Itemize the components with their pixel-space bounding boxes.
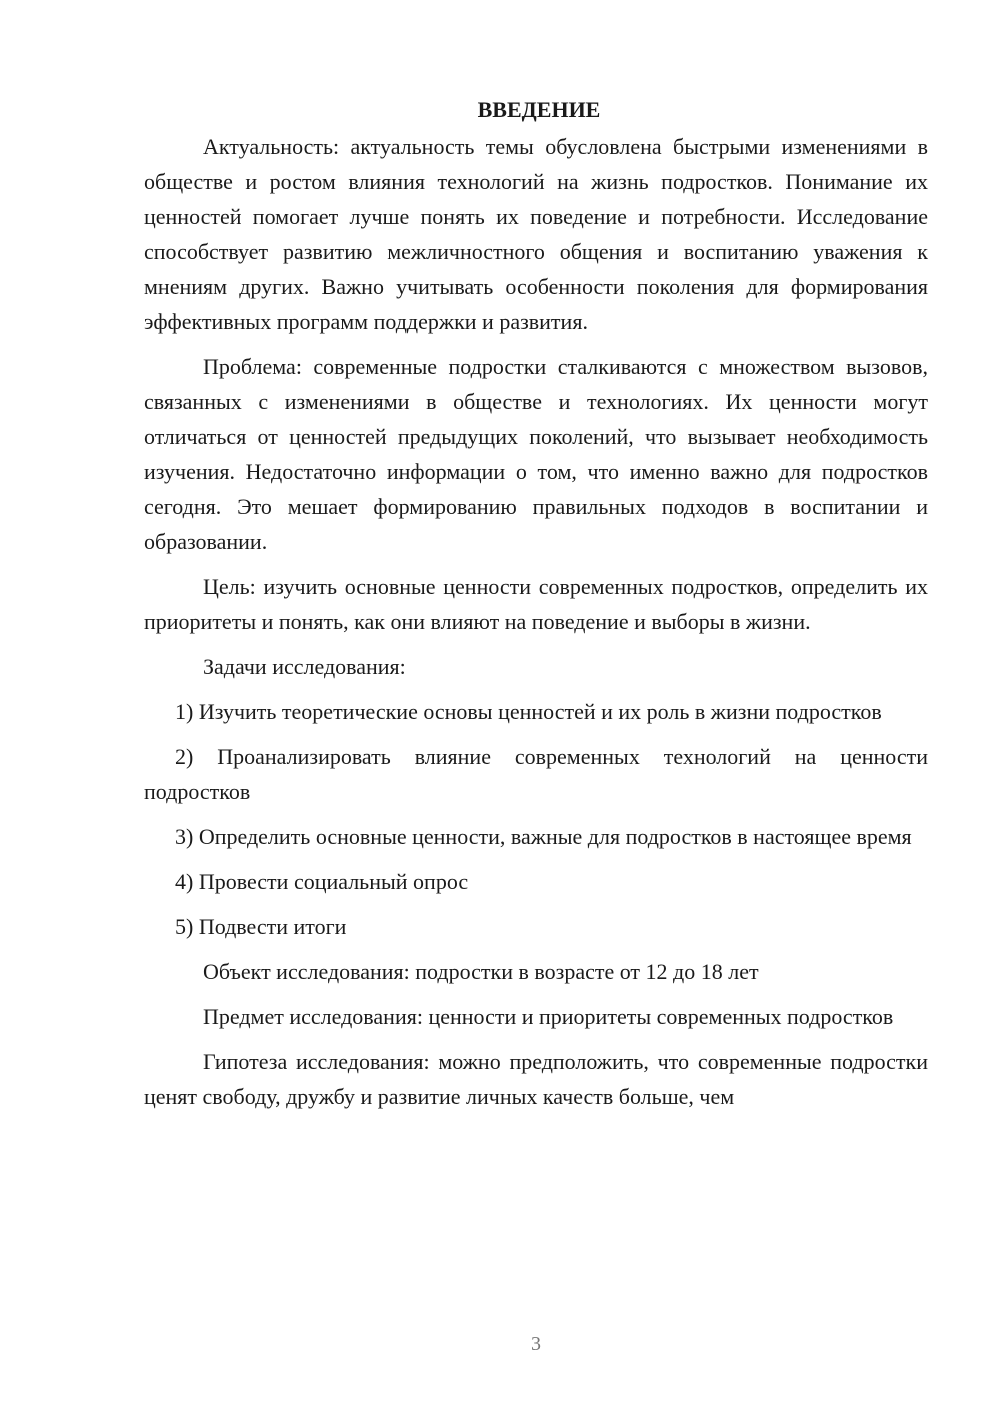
tasks-title: Задачи исследования:: [203, 654, 406, 679]
paragraph-subject: Предмет исследования: ценности и приоритеты современных подростков: [203, 1004, 894, 1029]
paragraph-goal: Цель: изучить основные ценности современных подростков, определить их приоритеты и понять, как они влияют на поведение и выборы в жизни.: [144, 574, 928, 634]
list-item: 2) Проанализировать влияние современных технологий на ценности подростков: [144, 744, 928, 804]
page-title: ВВЕДЕНИЕ: [477, 97, 601, 122]
page-number: 3: [531, 1333, 541, 1355]
list-item: 3) Определить основные ценности, важные для подростков в настоящее время: [175, 824, 912, 849]
list-item: 1) Изучить теоретические основы ценностей и их роль в жизни подростков: [175, 699, 882, 724]
paragraph-relevance: Актуальность: актуальность темы обусловлена быстрыми изменениями в обществе и ростом влияния технологий на жизнь подростков. Понимание их ценностей помогает лучше понять их поведение и потребности. Исследование способствует развитию межличностного общения и воспитанию уважения к мнениям других. Важно учитывать особенности поколения для формирования эффективных программ поддержки и развития.: [144, 134, 928, 334]
list-item: 5) Подвести итоги: [175, 914, 347, 939]
paragraph-problem: Проблема: современные подростки сталкиваются с множеством вызовов, связанных с изменениями в обществе и технологиях. Их ценности могут отличаться от ценностей предыдущих поколений, что вызывает необходимость изучения. Недостаточно информации о том, что именно важно для подростков сегодня. Это мешает формированию правильных подходов в воспитании и образовании.: [144, 354, 928, 554]
list-item: 4) Провести социальный опрос: [175, 869, 469, 894]
paragraph-object: Объект исследования: подростки в возрасте от 12 до 18 лет: [203, 959, 759, 984]
document-page: [144, 92, 928, 1114]
paragraph-hypothesis: Гипотеза исследования: можно предположить, что современные подростки ценят свободу, дружбу и развитие личных качеств больше, чем: [144, 1049, 928, 1109]
